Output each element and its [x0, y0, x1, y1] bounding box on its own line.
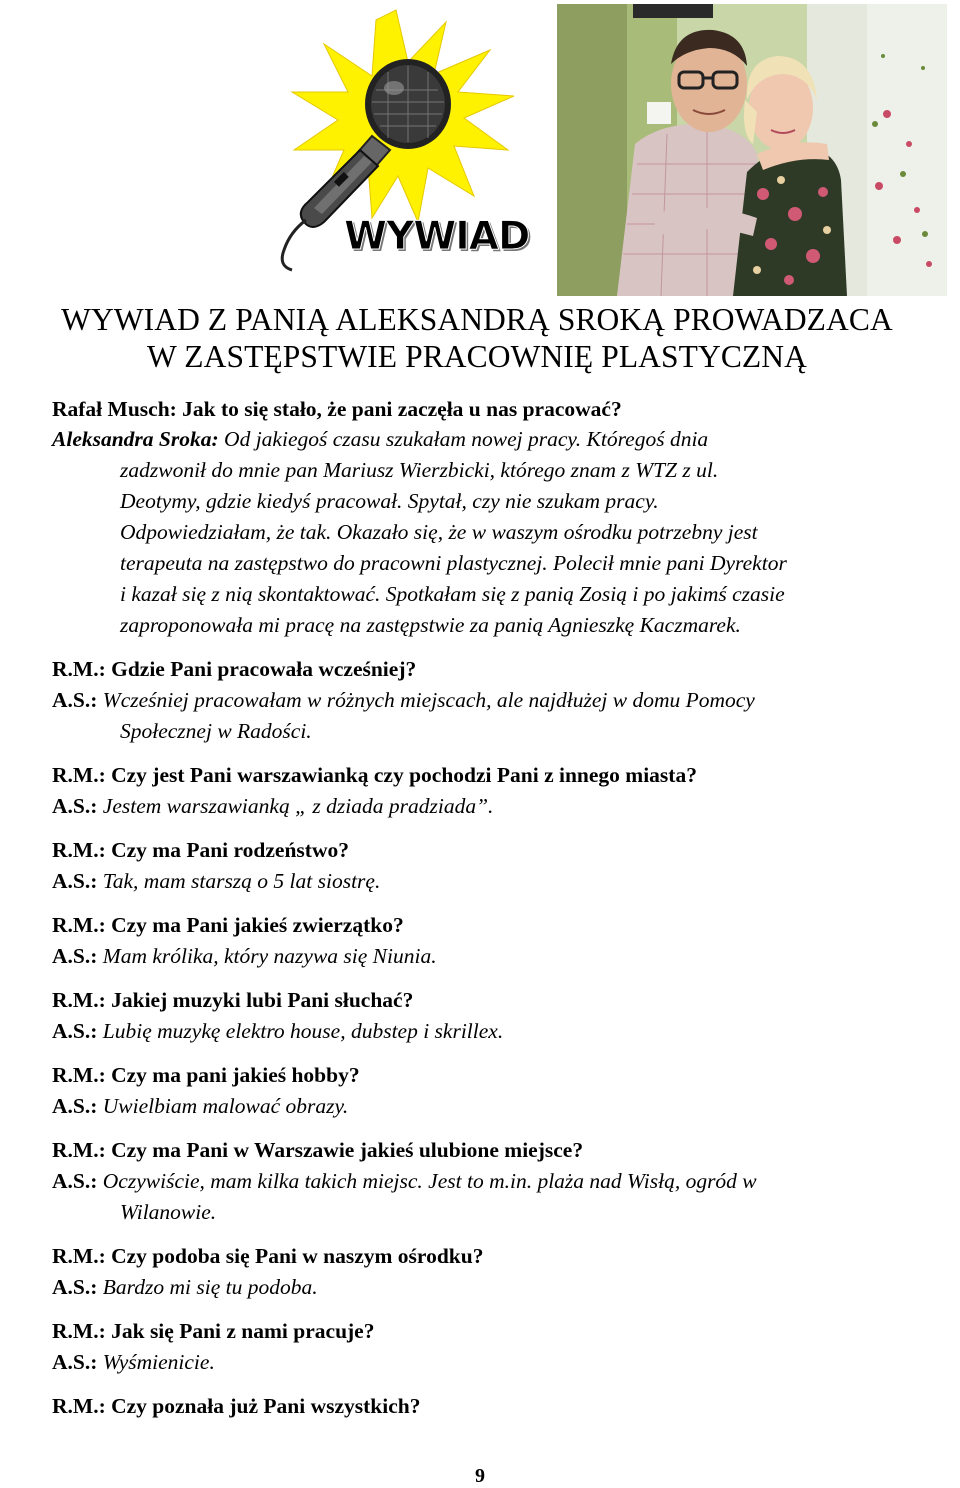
answer-text: Jestem warszawianką „ z dziada pradziada”.: [97, 794, 494, 818]
answer-label: A.S.:: [52, 944, 98, 968]
answer-line: [52, 792, 493, 820]
answer-continuation: Deotymy, gdzie kiedyś pracował. Spytał, czy nie szukam pracy.: [120, 489, 659, 513]
intro-question: Rafał Musch: Jak to się stało, że pani zaczęła u nas pracować?: [52, 397, 622, 421]
question-text: Czy podoba się Pani w naszym ośrodku?: [105, 1244, 484, 1268]
question-line: [52, 911, 404, 939]
question-text: Czy poznała już Pani wszystkich?: [105, 1394, 421, 1418]
question-label: R.M.:: [52, 1319, 106, 1343]
question-line: [52, 836, 349, 864]
answer-line: [52, 1273, 318, 1301]
question-text: Gdzie Pani pracowała wcześniej?: [105, 657, 417, 681]
answer-text: Lubię muzykę elektro house, dubstep i skrillex.: [97, 1019, 504, 1043]
answer-text: Bardzo mi się tu podoba.: [97, 1275, 318, 1299]
question-line: [52, 1136, 583, 1164]
answer-line: [52, 1348, 215, 1376]
question-text: Czy ma Pani jakieś zwierzątko?: [105, 913, 404, 937]
answer-text: Mam królika, który nazywa się Niunia.: [97, 944, 437, 968]
question-label: R.M.:: [52, 1394, 106, 1418]
answer-continuation: Odpowiedziałam, że tak. Okazało się, że w waszym ośrodku potrzebny jest: [120, 520, 758, 544]
answer-line: [52, 1092, 348, 1120]
answer-label: A.S.:: [52, 794, 98, 818]
logo-text: WYWIAD: [344, 214, 530, 259]
question-text: Czy ma Pani w Warszawie jakieś ulubione miejsce?: [105, 1138, 584, 1162]
intro-answer-line: [52, 425, 708, 453]
question-label: R.M.:: [52, 913, 106, 937]
question-line: [52, 1242, 483, 1270]
answer-text: Uwielbiam malować obrazy.: [97, 1094, 349, 1118]
answer-label: A.S.:: [52, 869, 98, 893]
question-label: R.M.:: [52, 1063, 106, 1087]
page-number: 9: [475, 1465, 485, 1487]
article-title-line-1: WYWIAD Z PANIĄ ALEKSANDRĄ SROKĄ PROWADZACA: [61, 302, 893, 337]
question-text: Czy ma Pani rodzeństwo?: [105, 838, 349, 862]
question-line: [52, 1317, 374, 1345]
answer-label: A.S.:: [52, 1275, 98, 1299]
answer-continuation: zadzwonił do mnie pan Mariusz Wierzbicki, którego znam z WTZ z ul.: [120, 458, 719, 482]
question-label: R.M.:: [52, 1138, 106, 1162]
question-line: [52, 986, 413, 1014]
answer-label: A.S.:: [52, 1350, 98, 1374]
question-text: Jakiej muzyki lubi Pani słuchać?: [105, 988, 414, 1012]
answer-text: Oczywiście, mam kilka takich miejsc. Jest to m.in. plaża nad Wisłą, ogród w: [97, 1169, 757, 1193]
question-label: R.M.:: [52, 988, 106, 1012]
question-line: [52, 655, 416, 683]
answer-line: [52, 942, 437, 970]
answer-line: [52, 686, 755, 714]
answer-text: Od jakiegoś czasu szukałam nowej pracy. Któregoś dnia: [224, 427, 709, 451]
answer-continuation: i kazał się z nią skontaktować. Spotkałam się z panią Zosią i po jakimś czasie: [120, 582, 785, 606]
question-text: Czy ma pani jakieś hobby?: [105, 1063, 360, 1087]
question-line: [52, 1392, 420, 1420]
answer-line: [52, 867, 380, 895]
question-label: R.M.:: [52, 763, 106, 787]
question-text: Czy jest Pani warszawianką czy pochodzi Pani z innego miasta?: [105, 763, 697, 787]
answer-line: [52, 1017, 503, 1045]
answer-speaker-label: Aleksandra Sroka:: [52, 427, 219, 451]
answer-text: Wyśmienicie.: [97, 1350, 215, 1374]
article-title-line-2: W ZASTĘPSTWIE PRACOWNIĘ PLASTYCZNĄ: [147, 339, 807, 374]
question-label: R.M.:: [52, 1244, 106, 1268]
answer-continuation: Społecznej w Radości.: [120, 719, 312, 743]
answer-text: Wcześniej pracowałam w różnych miejscach, ale najdłużej w domu Pomocy: [97, 688, 755, 712]
answer-label: A.S.:: [52, 1094, 98, 1118]
answer-label: A.S.:: [52, 688, 98, 712]
answer-continuation: zaproponowała mi pracę na zastępstwie za panią Agnieszkę Kaczmarek.: [120, 613, 741, 637]
question-text: Jak się Pani z nami pracuje?: [105, 1319, 375, 1343]
question-line: [52, 1061, 360, 1089]
question-label: R.M.:: [52, 657, 106, 681]
answer-continuation: Wilanowie.: [120, 1200, 217, 1224]
question-line: [52, 761, 697, 789]
question-label: R.M.:: [52, 838, 106, 862]
answer-label: A.S.:: [52, 1019, 98, 1043]
answer-label: A.S.:: [52, 1169, 98, 1193]
answer-text: Tak, mam starszą o 5 lat siostrę.: [97, 869, 381, 893]
answer-line: [52, 1167, 757, 1195]
answer-continuation: terapeuta na zastępstwo do pracowni plastycznej. Polecił mnie pani Dyrektor: [120, 551, 787, 575]
